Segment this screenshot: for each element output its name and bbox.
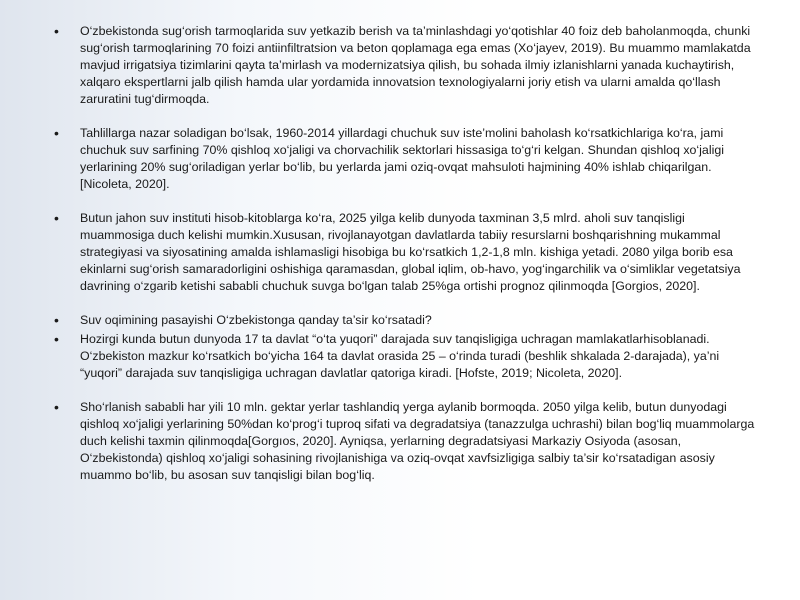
bullet-item	[44, 125, 760, 193]
bullet-text: Hozirgi kunda butun dunyoda 17 ta davlat “o‘ta yuqori” darajada suv tanqisligiga uchragan mamlakatlarhisoblanadi. O‘zbekiston mazkur ko‘rsatkich bo‘yicha 164 ta davlat orasida 25 – o‘rinda turadi (beshlik shkalada 2-darajada), ya’ni “yuqori” darajada suv tanqisligiga uchragan davlatlar qatoriga kiradi. [Hofste, 2019; Nicoleta, 2020].	[80, 332, 720, 380]
bullet-text: O‘zbekistonda sug‘orish tarmoqlarida suv yetkazib berish va ta’minlashdagi yo‘qotishlar 40 foiz deb baholanmoqda, chunki sug‘orish tarmoqlarining 70 foizi antiinfiltratsion va beton qoplamaga ega emas (Xo‘jayev, 2019). Bu muammo mamlakatda mavjud irrigatsiya tizimlarini qayta ta’mirlash va modernizatsiya qilish, bu sohada ilmiy izlanishlarni yanada kuchaytirish, xalqaro ekspertlarni jalb qilish hamda ular yordamida innovatsion texnologiyalarni joriy etish va ularni amalda qo‘llash zaruratini tug‘dirmoqda.	[80, 24, 751, 106]
bullet-text: Suv oqimining pasayishi O‘zbekistonga qanday ta’sir ko‘rsatadi?	[80, 313, 432, 327]
bullet-dot-icon: •	[54, 125, 59, 141]
bullet-text: Sho‘rlanish sababli har yili 10 mln. gektar yerlar tashlandiq yerga aylanib bormoqda. 2050 yilga kelib, butun dunyodagi qishloq xo‘jaligi yerlarining 50%dan ko‘prog‘i tuproq sifati va degradatsiya (tanazzulga uchrashi) bilan bog‘liq muammolarga duch kelishi taxmin qilinmoqda[Gorgıos, 2020]. Ayniqsa, yerlarning degradatsiyasi Markaziy Osiyoda (asosan, O‘zbekistonda) qishloq xo‘jaligi sohasining rivojlanishiga va oziq-ovqat xavfsizligiga salbiy ta’sir ko‘rsatadigan asosiy muammo bo‘lib, bu asosan suv tanqisligi bilan bog‘liq.	[80, 400, 755, 482]
bullet-dot-icon: •	[54, 331, 59, 347]
bullet-dot-icon: •	[54, 312, 59, 328]
bullet-item	[44, 312, 760, 329]
bullet-list	[44, 23, 760, 484]
bullet-item	[44, 399, 760, 484]
bullet-item	[44, 210, 760, 295]
bullet-item	[44, 23, 760, 108]
bullet-text: Tahlillarga nazar soladigan bo‘lsak, 1960-2014 yillardagi chuchuk suv iste’molini baholash ko‘rsatkichlariga ko‘ra, jami chuchuk suv sarfining 70% qishloq xo‘jaligi va chorvachilik sektorlari hissasiga to‘g‘ri kelgan. Shundan qishloq xo‘jaligi yerlarining 20% sug‘oriladigan yerlar bo‘lib, bu yerlarda jami oziq-ovqat mahsuloti hajmining 40% ishlab chiqarilgan. [Nicoleta, 2020].	[80, 126, 724, 191]
bullet-text: Butun jahon suv instituti hisob-kitoblarga ko‘ra, 2025 yilga kelib dunyoda taxminan 3,5 mlrd. aholi suv tanqisligi muammosiga duch kelishi mumkin.Xususan, rivojlanayotgan davlatlarda tabiiy resurslarni boshqarishning mukammal strategiyasi va siyosatining amalda ishlamasligi hisobiga bu ko‘rsatkich 1,2-1,8 mln. kishiga yetadi. 2080 yilga borib esa ekinlarni sug‘orish samaradorligini oshishiga qaramasdan, global iqlim, ob-havo, yog‘ingarchilik va o‘simliklar vegetatsiya davrining o‘zgarib ketishi sababli chuchuk suvga bo‘lgan talab 25%ga ortishi prognoz qilinmoqda [Gorgios, 2020].	[80, 211, 741, 293]
bullet-dot-icon: •	[54, 399, 59, 415]
bullet-item	[44, 331, 760, 382]
bullet-dot-icon: •	[54, 23, 59, 39]
bullet-dot-icon: •	[54, 210, 59, 226]
